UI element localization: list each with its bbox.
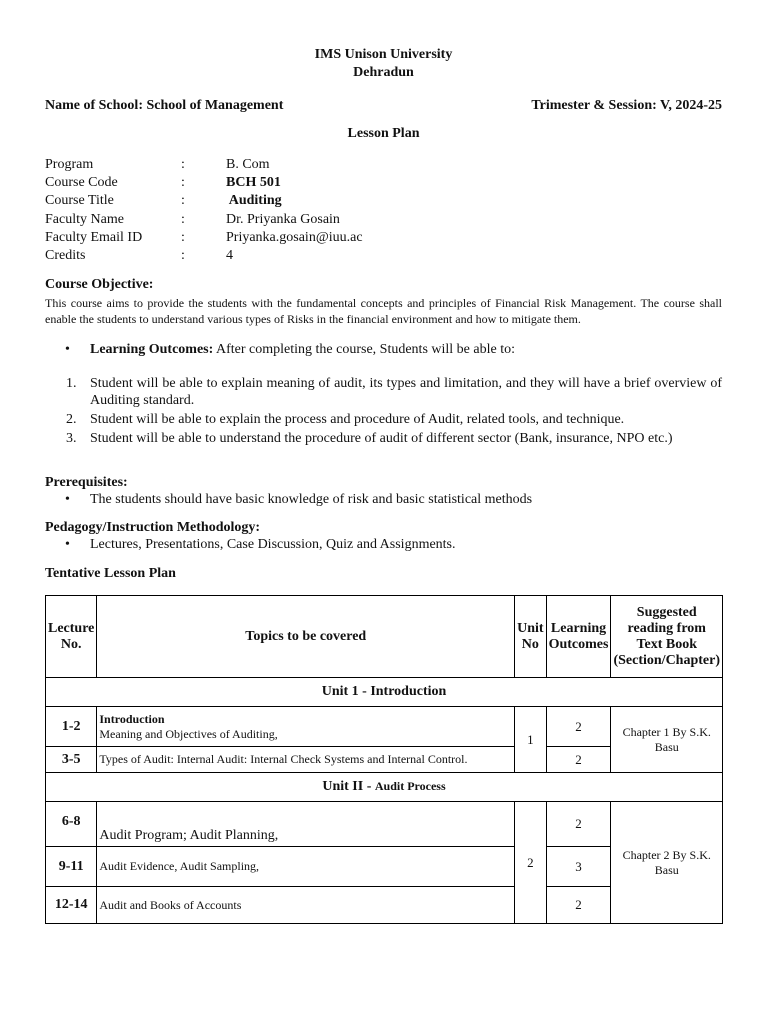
list-item: • The students should have basic knowledge of risk and basic statistical methods xyxy=(65,492,533,508)
table-row: 6-8 Audit Program; Audit Planning, 2 2 Chapter 2 By S.K. Basu xyxy=(46,802,723,847)
unit-2-number: 2 xyxy=(515,802,546,924)
list-item: • Lectures, Presentations, Case Discussion, Quiz and Assignments. xyxy=(65,537,456,553)
learning-outcomes-intro: After completing the course, Students will be able to: xyxy=(213,342,515,358)
topic-text: Audit Program; Audit Planning, xyxy=(97,802,515,847)
learning-outcomes-bullet xyxy=(45,341,722,359)
school-name: Name of School: School of Management xyxy=(45,98,284,113)
program-value: B. Com xyxy=(226,157,270,172)
tentative-plan-heading: Tentative Lesson Plan xyxy=(45,566,176,582)
topic-text: Audit Evidence, Audit Sampling, xyxy=(97,847,515,887)
table-row: 3-5 Types of Audit: Internal Audit: Internal Check Systems and Internal Control. 2 xyxy=(46,747,723,773)
col-header-reading: Suggested reading from Text Book (Section/Chapter) xyxy=(611,596,723,678)
lesson-plan-table xyxy=(45,595,723,924)
col-header-outcomes: Learning Outcomes xyxy=(546,596,611,678)
faculty-email-value: Priyanka.gosain@iuu.ac xyxy=(226,229,363,245)
prerequisites-heading: Prerequisites: xyxy=(45,475,128,491)
bullet-icon: • xyxy=(65,537,70,553)
unit-2-title: Unit II - xyxy=(322,779,375,795)
table-row: 9-11 Audit Evidence, Audit Sampling, 3 xyxy=(46,847,723,887)
unit-1-reading: Chapter 1 By S.K. Basu xyxy=(611,707,723,773)
pedagogy-list xyxy=(45,536,722,554)
col-header-unit: Unit No xyxy=(515,596,546,678)
unit-1-row xyxy=(46,678,723,707)
course-info xyxy=(45,156,722,265)
topic-text: Types of Audit: Internal Audit: Internal Check Systems and Internal Control. xyxy=(97,747,515,773)
list-item: 2. Student will be able to explain the process and procedure of Audit, related tools, and technique. xyxy=(66,412,625,428)
bullet-icon: • xyxy=(65,492,70,508)
topic-text: Audit and Books of Accounts xyxy=(97,887,515,924)
school-session-row xyxy=(45,98,722,114)
table-header-row xyxy=(46,596,723,678)
university-name: IMS Unison University xyxy=(314,47,453,62)
unit-1-title: Unit 1 - Introduction xyxy=(46,678,723,707)
topic-text: Meaning and Objectives of Auditing, xyxy=(99,726,278,741)
faculty-name-value: Dr. Priyanka Gosain xyxy=(226,211,340,227)
objective-heading: Course Objective: xyxy=(45,277,154,293)
learning-outcomes-label: Learning Outcomes: xyxy=(90,342,214,358)
info-row-program: Program : B. Com xyxy=(45,156,722,174)
unit-2-reading: Chapter 2 By S.K. Basu xyxy=(611,802,723,924)
unit-2-row xyxy=(46,773,723,802)
info-row-credits: Credits : 4 xyxy=(45,247,722,265)
prerequisites-list xyxy=(45,491,722,509)
info-row-course-code: Course Code : BCH 501 xyxy=(45,174,722,192)
info-row-faculty-name: Faculty Name : Dr. Priyanka Gosain xyxy=(45,211,722,229)
course-code-value: BCH 501 xyxy=(226,175,281,191)
unit-1-number: 1 xyxy=(515,707,546,773)
table-row: 12-14 Audit and Books of Accounts 2 xyxy=(46,887,723,924)
university-city: Dehradun xyxy=(353,65,414,80)
lesson-plan-page xyxy=(45,46,722,924)
course-title-value: Auditing xyxy=(226,193,282,209)
document-title: Lesson Plan xyxy=(347,126,420,141)
unit-2-subtitle: Audit Process xyxy=(374,779,446,794)
table-row: 1-2 Introduction Meaning and Objectives of Auditing, 1 2 Chapter 1 By S.K. Basu xyxy=(46,707,723,747)
list-item: 3. Student will be able to understand the procedure of audit of different sector (Bank, insurance, NPO etc.) xyxy=(66,431,673,447)
list-item: 1. Student will be able to explain meaning of audit, its types and limitation, and they will have a brief overview of Auditing standard. xyxy=(66,376,722,409)
outcomes-list xyxy=(45,375,722,447)
info-row-course-title: Course Title : Auditing xyxy=(45,192,722,210)
col-header-topics: Topics to be covered xyxy=(97,596,515,678)
col-header-lecture: Lecture No. xyxy=(46,596,97,678)
credits-value: 4 xyxy=(226,248,233,264)
topic-title: Introduction xyxy=(99,711,165,726)
info-row-faculty-email: Faculty Email ID : Priyanka.gosain@iuu.ac xyxy=(45,229,722,247)
pedagogy-heading: Pedagogy/Instruction Methodology: xyxy=(45,520,261,536)
trimester-session: Trimester & Session: V, 2024-25 xyxy=(531,98,722,113)
objective-text: This course aims to provide the students with the fundamental concepts and principles of Financial Risk Management. The course shall enable the students to understand various types of Risks in the financial environment and how to mitigate them. xyxy=(45,296,722,327)
bullet-icon: • xyxy=(65,342,70,358)
learning-outcomes-line xyxy=(45,341,722,359)
